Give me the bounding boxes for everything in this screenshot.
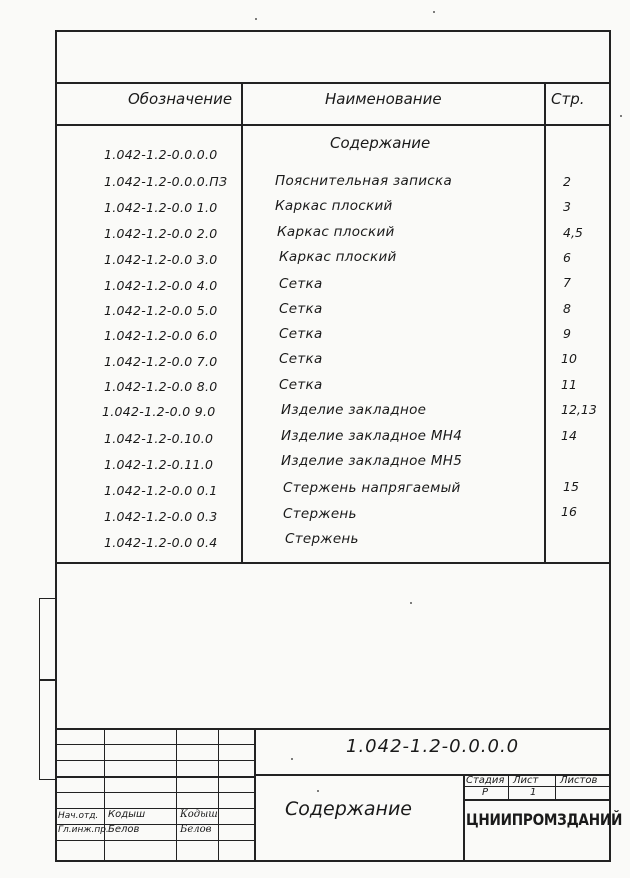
header-designation: Обозначение: [128, 90, 233, 108]
row-12-designation: 1.042-1.2-0.11.0: [104, 457, 214, 472]
row-9-page: 11: [561, 377, 577, 392]
binding-margin-box-lower: [39, 680, 56, 780]
row-13-name: Стержень напрягаемый: [283, 480, 461, 496]
row-5-page: 7: [563, 275, 571, 290]
row-7-designation: 1.042-1.2-0.0 6.0: [104, 328, 218, 343]
table-header-line: [55, 124, 611, 126]
row-14-name: Стержень: [283, 506, 357, 522]
stamp-sheet-label: Лист: [513, 775, 539, 786]
header-page: Стр.: [551, 90, 585, 108]
row-3-designation: 1.042-1.2-0.0 2.0: [104, 226, 218, 241]
row-2-designation: 1.042-1.2-0.0 1.0: [104, 200, 218, 215]
title-row-name: Содержание: [330, 134, 431, 152]
sig-surname-2: Белов: [108, 824, 140, 835]
row-13-page: 15: [563, 479, 579, 494]
row-6-page: 8: [563, 301, 571, 316]
row-14-page: 16: [561, 504, 577, 519]
scan-speck: [410, 602, 412, 604]
sig-signature-1: Кодыш: [180, 809, 218, 820]
stamp-stage-value: Р: [482, 787, 489, 798]
sig-col-line-3: [218, 728, 219, 862]
stamp-code-divider: [254, 774, 611, 776]
row-13-designation: 1.042-1.2-0.0 0.1: [104, 483, 218, 498]
row-8-page: 10: [561, 351, 577, 366]
stamp-stage-value-line: [463, 799, 611, 801]
row-2-page: 3: [563, 199, 571, 214]
sig-surname-1: Кодыш: [108, 809, 146, 820]
row-3-name: Каркас плоский: [277, 224, 395, 240]
sig-row-line-1: [55, 744, 254, 745]
row-5-designation: 1.042-1.2-0.0 4.0: [104, 278, 218, 293]
row-12-name: Изделие закладное МН5: [281, 453, 463, 469]
table-col-divider-1: [241, 82, 243, 562]
stamp-doc-title: Содержание: [285, 798, 412, 820]
stamp-stage-col-line: [508, 774, 509, 799]
row-6-designation: 1.042-1.2-0.0 5.0: [104, 303, 218, 318]
row-2-name: Каркас плоский: [275, 198, 393, 214]
row-4-name: Каркас плоский: [279, 249, 397, 265]
table-bottom-line: [55, 562, 611, 564]
scan-speck: [291, 758, 293, 760]
row-9-name: Сетка: [279, 377, 323, 393]
row-1-designation: 1.042-1.2-0.0.0.ПЗ: [104, 174, 228, 189]
row-11-designation: 1.042-1.2-0.10.0: [104, 431, 214, 446]
scan-speck: [255, 18, 257, 20]
sig-role-1: Нач.отд.: [58, 811, 99, 821]
stamp-organization: ЦНИИПРОМЗДАНИЙ: [466, 810, 623, 829]
table-col-divider-2: [544, 82, 546, 562]
row-11-page: 14: [561, 428, 577, 443]
title-row-designation: 1.042-1.2-0.0.0.0: [104, 147, 218, 162]
scan-speck: [433, 11, 435, 13]
row-9-designation: 1.042-1.2-0.0 8.0: [104, 379, 218, 394]
stamp-sheet-value: 1: [530, 787, 537, 798]
row-5-name: Сетка: [279, 276, 323, 292]
scan-speck: [317, 790, 319, 792]
row-10-name: Изделие закладное: [281, 402, 427, 418]
sig-role-2: Гл.инж.пр.: [58, 825, 109, 835]
row-6-name: Сетка: [279, 301, 323, 317]
row-8-designation: 1.042-1.2-0.0 7.0: [104, 354, 218, 369]
table-top-line: [55, 82, 611, 84]
row-1-page: 2: [563, 174, 571, 189]
row-8-name: Сетка: [279, 351, 323, 367]
sig-row-line-3: [55, 776, 254, 778]
row-15-name: Стержень: [285, 531, 359, 547]
header-name: Наименование: [325, 90, 442, 108]
row-7-name: Сетка: [279, 326, 323, 342]
sig-row-line-5: [55, 808, 254, 809]
sig-row-line-2: [55, 760, 254, 761]
sig-col-line-2: [176, 728, 177, 862]
stamp-title-divider: [463, 774, 465, 862]
stamp-top-line: [55, 728, 611, 730]
stamp-stage-label: Стадия: [466, 775, 505, 786]
row-15-designation: 1.042-1.2-0.0 0.4: [104, 535, 218, 550]
row-4-page: 6: [563, 250, 571, 265]
stamp-sheet-col-line: [555, 774, 556, 799]
sig-row-line-4: [55, 792, 254, 793]
row-14-designation: 1.042-1.2-0.0 0.3: [104, 509, 218, 524]
sig-signature-2: Белов: [180, 824, 212, 835]
sig-row-line-7: [55, 840, 254, 841]
row-3-page: 4,5: [563, 225, 583, 240]
scan-speck: [620, 115, 622, 117]
stamp-sheets-label: Листов: [560, 775, 598, 786]
row-10-page: 12,13: [561, 402, 597, 417]
row-1-name: Пояснительная записка: [275, 173, 453, 189]
row-4-designation: 1.042-1.2-0.0 3.0: [104, 252, 218, 267]
binding-margin-box-upper: [39, 598, 56, 680]
stamp-doc-code: 1.042-1.2-0.0.0.0: [346, 736, 520, 757]
row-7-page: 9: [563, 326, 571, 341]
stamp-left-divider: [254, 728, 256, 862]
sig-col-line-1: [104, 728, 105, 862]
row-11-name: Изделие закладное МН4: [281, 428, 463, 444]
row-10-designation: 1.042-1.2-0.0 9.0: [102, 404, 216, 419]
